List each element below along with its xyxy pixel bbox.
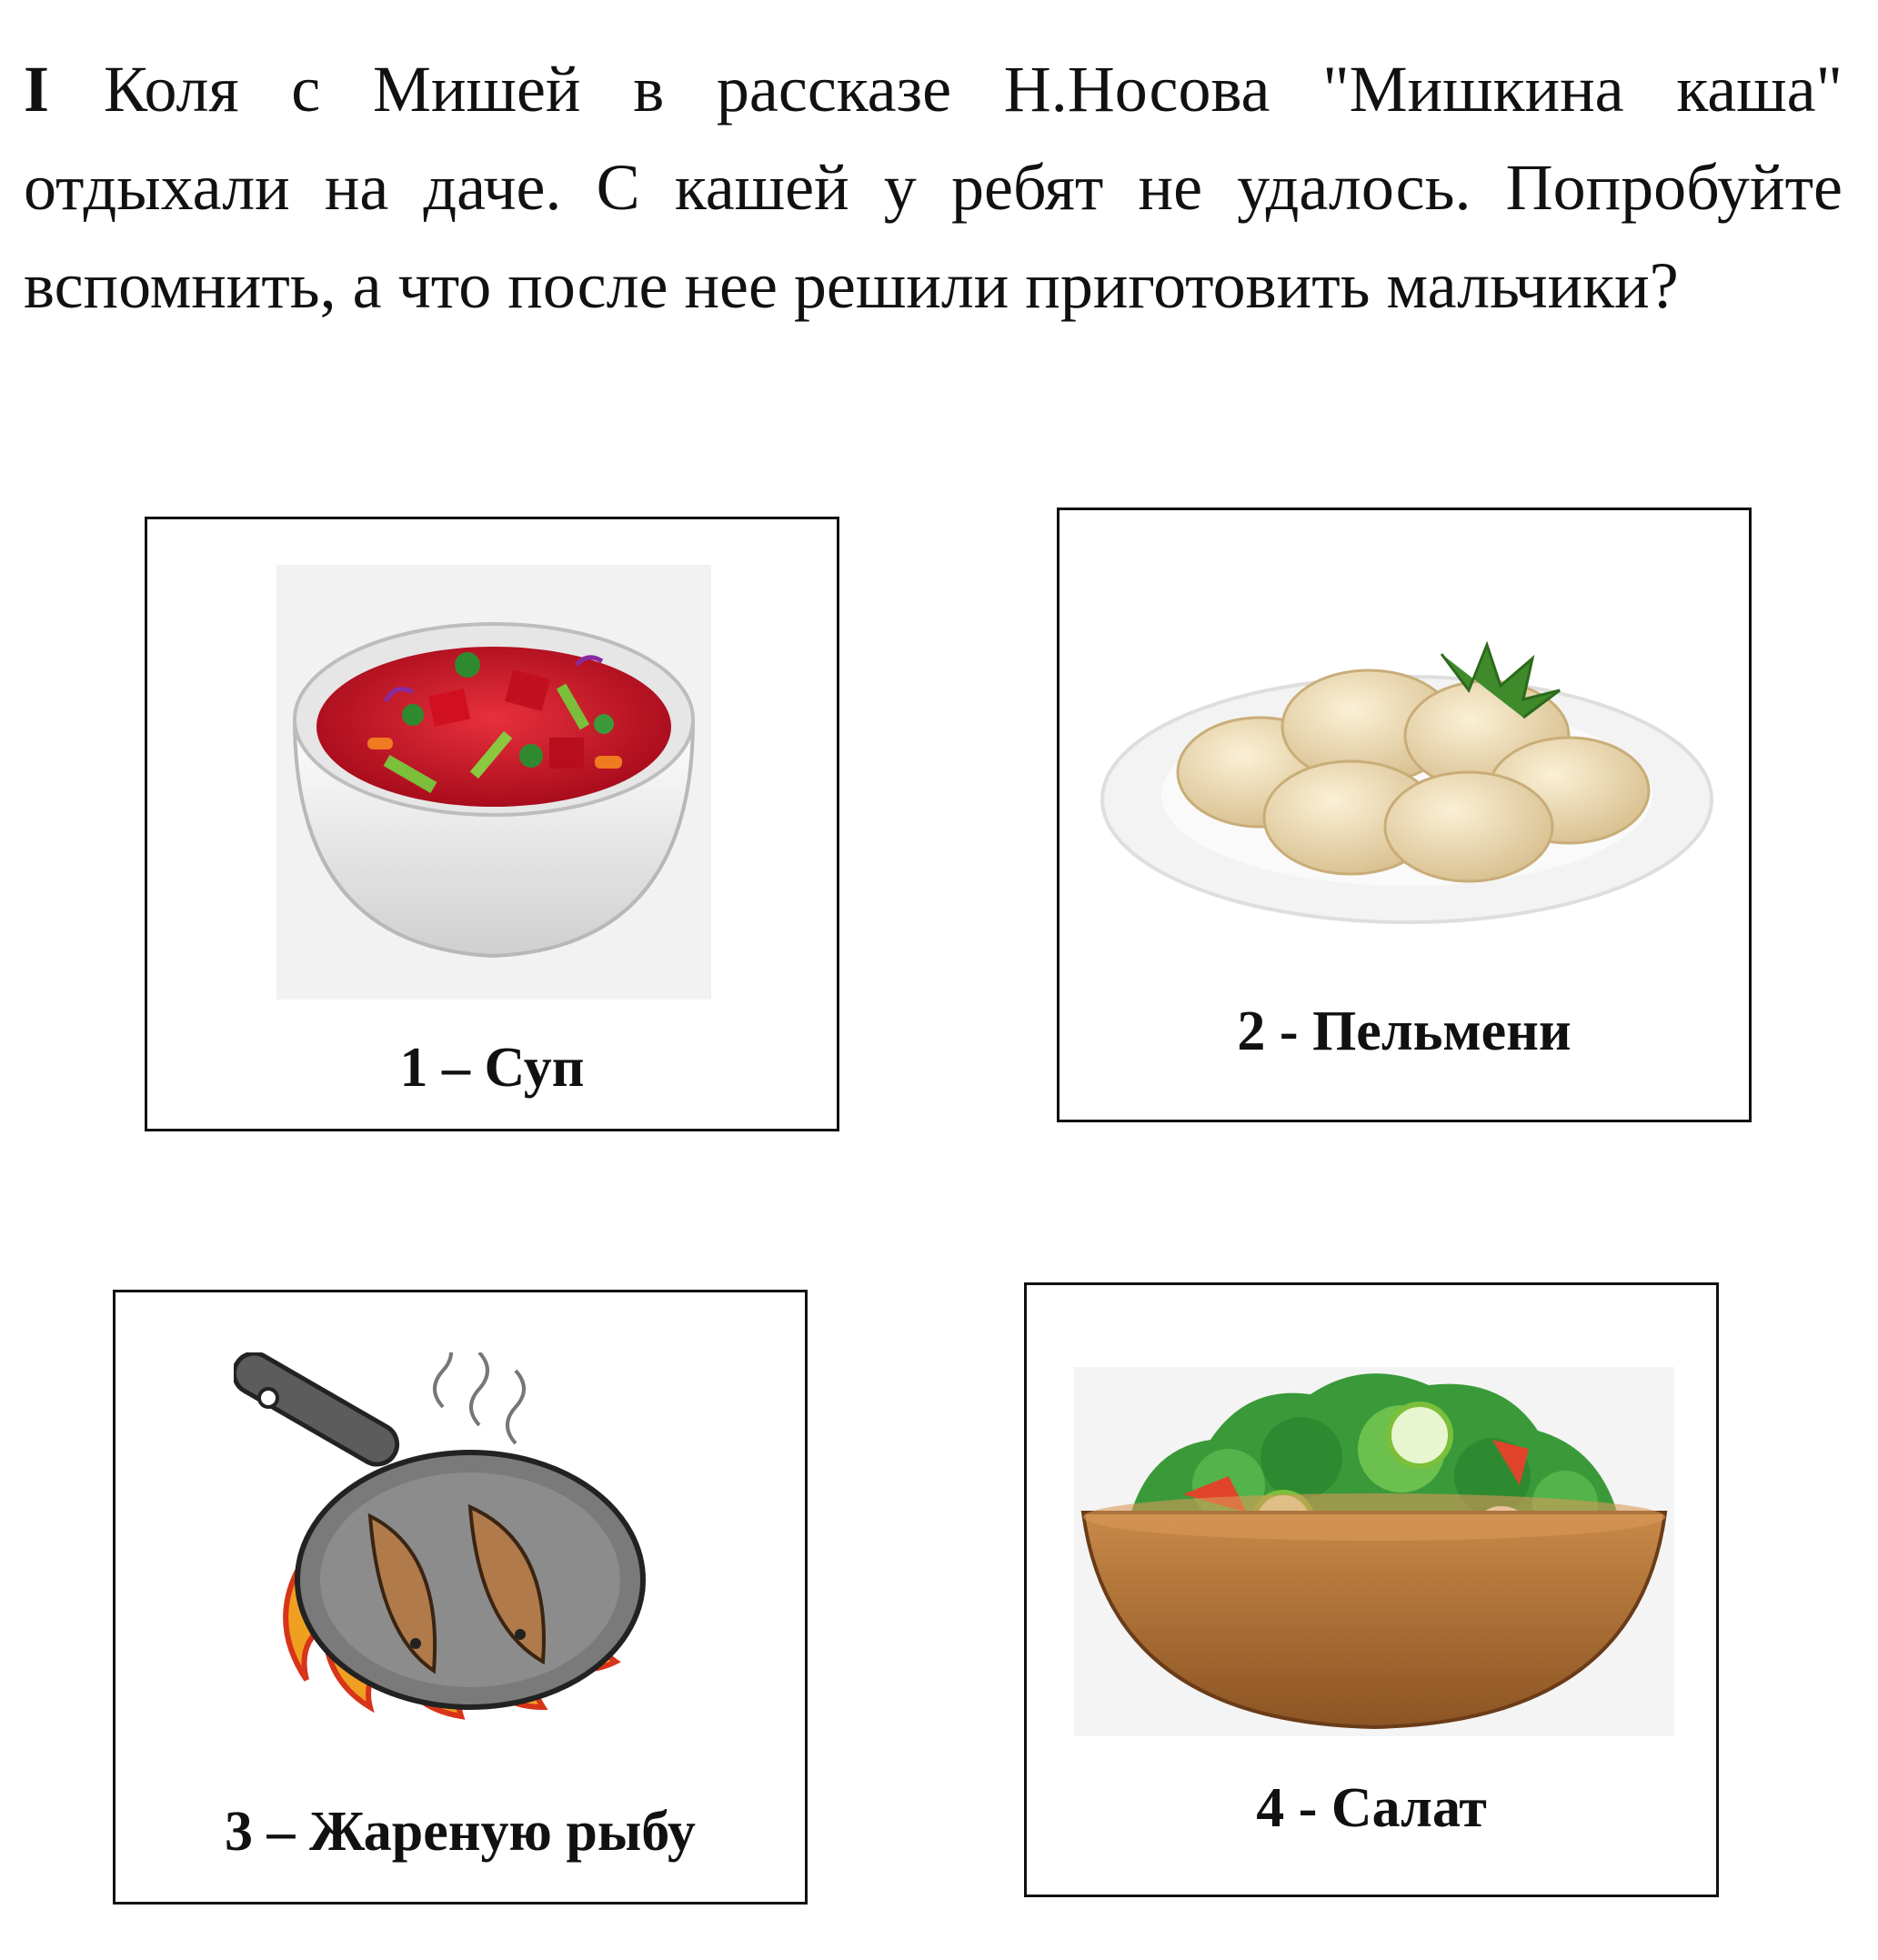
soup-bowl-icon <box>276 565 711 1000</box>
option-card-fried-fish[interactable] <box>113 1290 808 1905</box>
option-card-salad[interactable] <box>1024 1282 1719 1897</box>
option-caption-soup: 1 – Суп <box>399 1037 585 1099</box>
question-body: Коля с Мишей в рассказе Н.Носова "Мишкина каша" отдыхали на даче. С кашей у ребят не удалось. Попробуйте вспомнить, а что после нее решили приготовить мальчики? <box>24 53 1843 322</box>
option-caption-salad: 4 - Салат <box>1256 1777 1487 1839</box>
option-caption-dumplings: 2 - Пельмени <box>1237 1000 1572 1062</box>
option-caption-fried-fish: 3 – Жареную рыбу <box>225 1801 696 1863</box>
question-text-block <box>24 40 1843 335</box>
question-number: I <box>24 53 50 126</box>
salad-bowl-icon <box>1074 1367 1674 1736</box>
dumplings-plate-icon <box>1096 590 1718 936</box>
option-card-soup[interactable] <box>145 517 839 1131</box>
fried-fish-pan-icon <box>234 1352 670 1756</box>
option-card-dumplings[interactable] <box>1057 508 1752 1122</box>
